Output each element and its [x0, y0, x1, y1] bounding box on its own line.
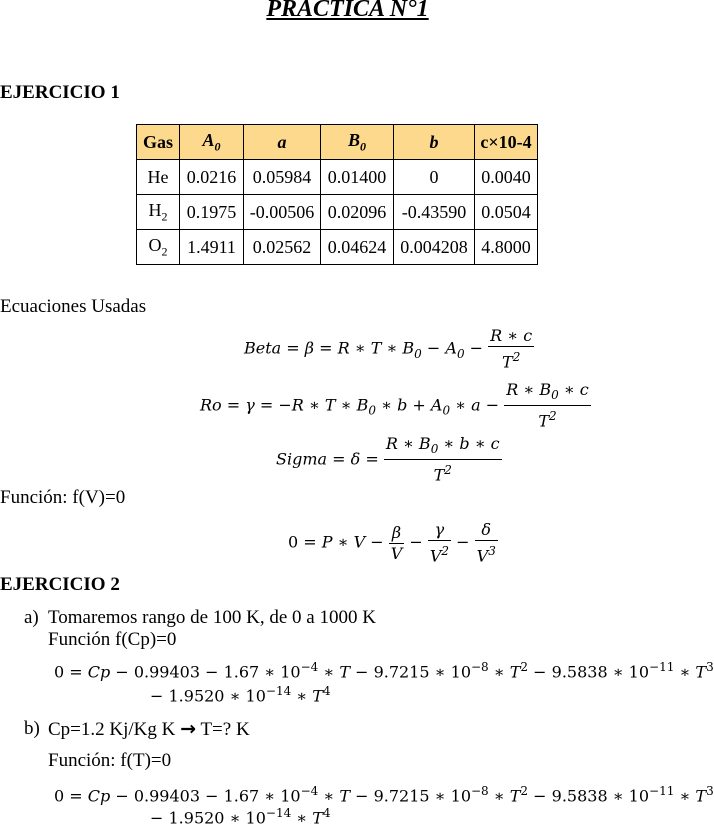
table-cell: 0.1975: [180, 195, 244, 230]
item-a-line2: Función f(Cp)=0: [48, 629, 177, 650]
beta-equation: Beta = β = R ∗ T ∗ $B_0 - A_0$ − $\frac{R ∗ c}{T^2}$: [244, 326, 533, 372]
ecuaciones-label: Ecuaciones Usadas: [0, 296, 147, 317]
ejercicio-1-heading: EJERCICIO 1: [0, 82, 120, 103]
table-cell: 0.05984: [244, 160, 321, 195]
right-arrow-icon: →: [180, 718, 197, 740]
item-a-marker: a): [24, 607, 39, 628]
table-cell: 0.0040: [475, 160, 538, 195]
header-A0: $A_0$: [180, 125, 244, 160]
funcion-v-label: Función: f(V)=0: [0, 487, 126, 508]
table-cell: 0: [394, 160, 475, 195]
table-cell: 0.004208: [394, 230, 475, 265]
cp-polynomial-b-line2: − 1.9520 ∗ $10^{-14}$ ∗ $T^4$: [150, 806, 331, 827]
table-cell: 0.0216: [180, 160, 244, 195]
item-b-line2: Función: f(T)=0: [48, 750, 172, 771]
header-c: c×10-4: [475, 125, 538, 160]
table-cell: $O_2$: [137, 230, 180, 265]
table-row: [137, 195, 538, 230]
item-a-line1: Tomaremos rango de 100 K, de 0 a 1000 K: [48, 607, 376, 628]
cp-polynomial-b-line1: 0 = Cp − 0.99403 − 1.67 ∗ $10^{-4}$ ∗ T − 9.7215 ∗ $10^{-8}$ ∗ $T^2 - 9.5838$ ∗ $10^{-11}$ ∗ $T^3$: [54, 784, 714, 806]
table-row: [137, 230, 538, 265]
cp-polynomial-a-line2: − 1.9520 ∗ $10^{-14}$ ∗ $T^4$: [150, 684, 331, 706]
table-cell: 1.4911: [180, 230, 244, 265]
item-b-line1: Cp=1.2 Kj/Kg K → T=? K: [48, 718, 250, 740]
table-cell: -0.43590: [394, 195, 475, 230]
header-b: b: [394, 125, 475, 160]
header-gas: Gas: [137, 125, 180, 160]
delta-equation: Sigma = δ = $\frac{R ∗ B_0 ∗ b ∗ c}{T^2}$: [276, 434, 500, 485]
table-cell: 4.8000: [475, 230, 538, 265]
table-cell: -0.00506: [244, 195, 321, 230]
gas-constants-table: [136, 124, 538, 265]
fv-equation: 0 = P ∗ V − $\frac{\beta}{V}$ − $\frac{\gamma}{V^2}$ − $\frac{\delta}{V^3}$: [288, 520, 496, 566]
table-cell: 0.01400: [321, 160, 394, 195]
table-cell: 0.02096: [321, 195, 394, 230]
cp-polynomial-a-line1: 0 = Cp − 0.99403 − 1.67 ∗ $10^{-4}$ ∗ T − 9.7215 ∗ $10^{-8}$ ∗ $T^2 - 9.5838$ ∗ $10^{-11}$ ∗ $T^3$: [54, 660, 714, 682]
header-B0: $B_0$: [321, 125, 394, 160]
gamma-equation: Ro = γ = −R ∗ T ∗ $B_0$ ∗ $b + A_0$ ∗ a − $\frac{R ∗ B_0 ∗ c}{T^2}$: [200, 380, 589, 431]
table-cell: 0.0504: [475, 195, 538, 230]
item-b-marker: b): [24, 718, 40, 739]
table-cell: He: [137, 160, 180, 195]
page-title: PRACTICA N°1: [266, 0, 429, 22]
table-cell: 0.04624: [321, 230, 394, 265]
ejercicio-2-heading: EJERCICIO 2: [0, 574, 120, 595]
table-cell: 0.02562: [244, 230, 321, 265]
table-header-row: [137, 125, 538, 160]
table-row: [137, 160, 538, 195]
table-cell: $H_2$: [137, 195, 180, 230]
header-a: a: [244, 125, 321, 160]
